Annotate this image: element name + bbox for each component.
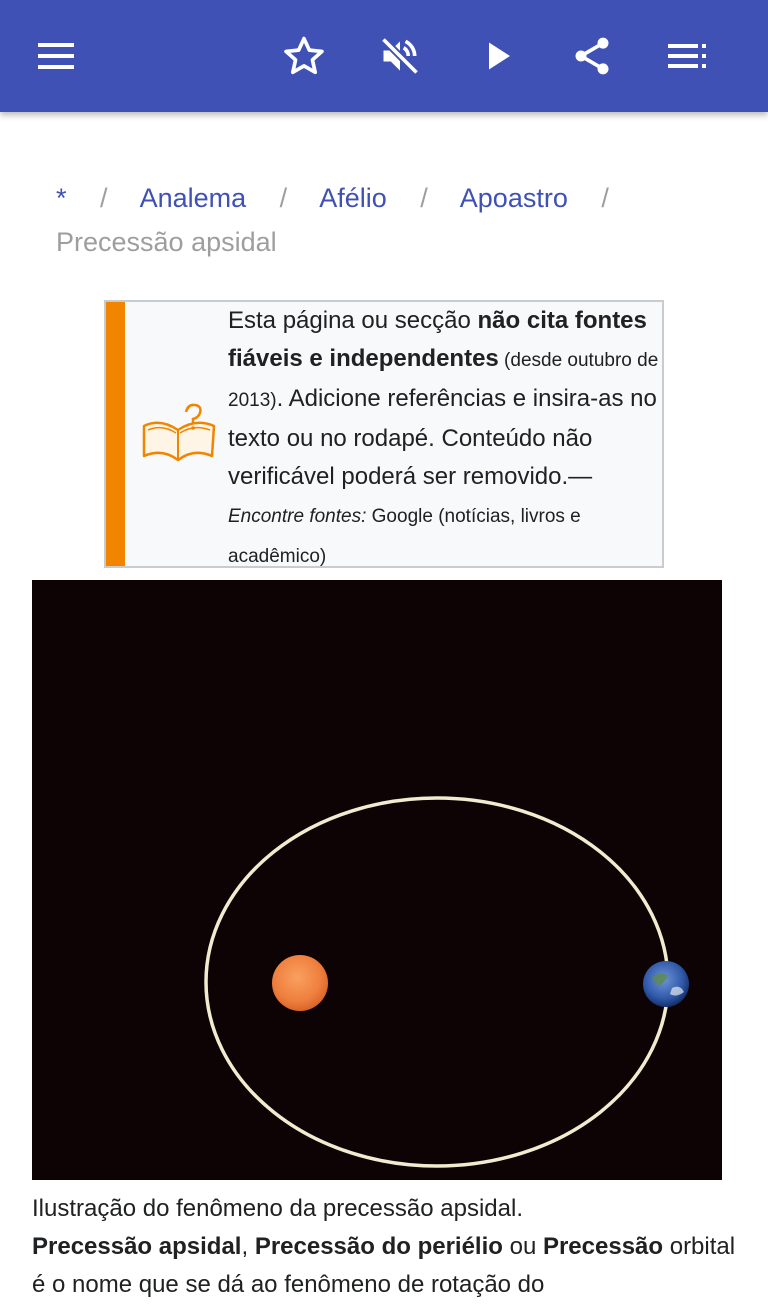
book-question-icon — [138, 400, 218, 468]
figure-caption: Ilustração do fenômeno da precessão apsidal. — [32, 1195, 523, 1222]
breadcrumb-item-analema[interactable]: Analema — [139, 183, 247, 213]
orbit-illustration[interactable] — [32, 580, 722, 1180]
para-text-tail: orbital é o nome que se dá ao fenômeno de rotação do — [32, 1233, 736, 1298]
notice-date: (desde outubro de 2013) — [228, 350, 659, 411]
menu-icon — [36, 41, 76, 71]
breadcrumb-separator: / — [100, 183, 108, 213]
breadcrumb — [56, 176, 716, 264]
notice-text-1: Esta página ou secção — [228, 307, 478, 334]
breadcrumb-separator: / — [420, 183, 428, 213]
play-icon — [480, 38, 516, 74]
breadcrumb-current: Precessão apsidal — [56, 227, 277, 257]
para-text-1: , — [241, 1233, 255, 1260]
contents-button[interactable] — [660, 28, 716, 84]
citation-notice — [104, 300, 664, 568]
breadcrumb-separator: / — [279, 183, 288, 213]
term-precessao-perielio: Precessão do periélio — [254, 1233, 503, 1260]
notice-sources-links[interactable]: Google (notícias, livros e acadêmico) — [228, 506, 581, 567]
breadcrumb-separator: / — [601, 183, 609, 213]
notice-accent-bar — [106, 302, 125, 566]
share-icon — [570, 34, 614, 78]
star-outline-icon — [282, 34, 326, 78]
notice-text — [228, 302, 660, 576]
notice-bold: não cita fontes fiáveis e independentes — [228, 307, 647, 372]
notice-text-2: . Adicione referências e insira-as no texto ou no rodapé. Conteúdo não verificável poderá ser removido.— — [228, 385, 657, 490]
para-text-2: ou — [502, 1233, 543, 1260]
sun — [272, 955, 328, 1011]
breadcrumb-item-afelio[interactable]: Afélio — [319, 183, 387, 213]
favorite-button[interactable] — [276, 28, 332, 84]
breadcrumb-item-apoastro[interactable]: Apoastro — [459, 183, 568, 213]
app-bar — [0, 0, 768, 112]
menu-button[interactable] — [28, 28, 84, 84]
share-button[interactable] — [564, 28, 620, 84]
earth — [643, 961, 689, 1007]
playlist-icon — [668, 41, 708, 71]
breadcrumb-item-home[interactable]: * — [56, 183, 67, 213]
article-paragraph — [32, 1228, 742, 1304]
mute-button[interactable] — [372, 28, 428, 84]
notice-find-sources: Encontre fontes: — [228, 506, 367, 527]
play-button[interactable] — [470, 28, 526, 84]
volume-off-icon — [378, 34, 422, 78]
orbit-svg — [32, 580, 722, 1180]
term-precessao: Precessão — [542, 1233, 664, 1260]
term-precessao-apsidal: Precessão apsidal — [32, 1233, 242, 1260]
